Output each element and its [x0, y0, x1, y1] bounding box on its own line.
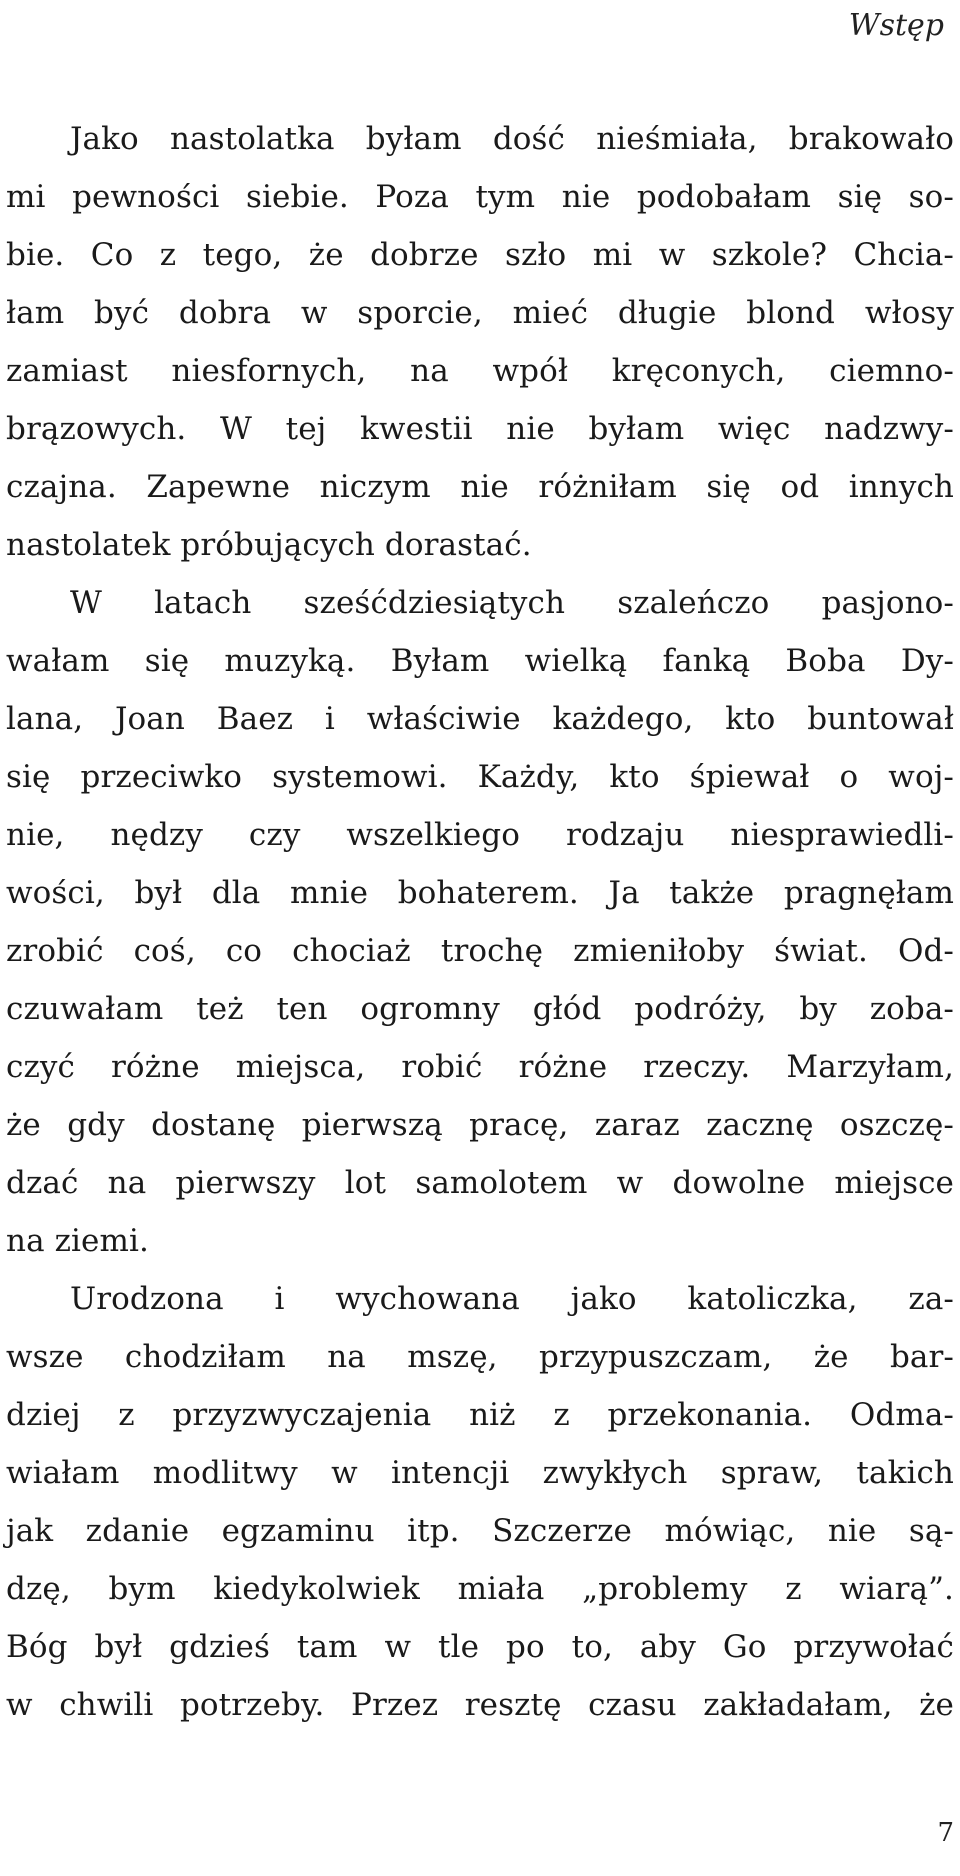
running-header: Wstęp — [848, 8, 944, 43]
text-line: jak zdanie egzaminu itp. Szczerze mówiąc, nie są- — [6, 1513, 954, 1549]
text-line: wiałam modlitwy w intencji zwykłych spraw, takich — [6, 1455, 954, 1491]
text-line: na ziemi. — [6, 1223, 149, 1259]
paragraph-3 — [6, 1270, 954, 1734]
paragraph-1 — [6, 110, 954, 574]
text-line: Bóg był gdzieś tam w tle po to, aby Go przywołać — [6, 1629, 954, 1665]
text-line: zamiast niesfornych, na wpół kręconych, ciemno- — [6, 353, 954, 389]
text-line: nastolatek próbujących dorastać. — [6, 527, 532, 563]
text-line: bie. Co z tego, że dobrze szło mi w szkole? Chcia- — [6, 237, 954, 273]
text-line: czajna. Zapewne niczym nie różniłam się od innych — [6, 469, 954, 505]
paragraph-2 — [6, 574, 954, 1270]
text-line: zrobić coś, co chociaż trochę zmieniłoby świat. Od- — [6, 933, 954, 969]
text-line: czuwałam też ten ogromny głód podróży, by zoba- — [6, 991, 954, 1027]
text-line: nie, nędzy czy wszelkiego rodzaju niesprawiedli- — [6, 817, 954, 853]
text-line: wsze chodziłam na mszę, przypuszczam, że bar- — [6, 1339, 954, 1375]
text-line: w chwili potrzeby. Przez resztę czasu zakładałam, że — [6, 1687, 954, 1723]
text-line: lana, Joan Baez i właściwie każdego, kto buntował — [6, 701, 954, 737]
text-line: wości, był dla mnie bohaterem. Ja także pragnęłam — [6, 875, 954, 911]
text-line: czyć różne miejsca, robić różne rzeczy. Marzyłam, — [6, 1049, 954, 1085]
text-line: Urodzona i wychowana jako katoliczka, za- — [70, 1281, 954, 1317]
text-line: mi pewności siebie. Poza tym nie podobałam się so- — [6, 179, 954, 215]
text-line: dzać na pierwszy lot samolotem w dowolne miejsce — [6, 1165, 954, 1201]
text-line: że gdy dostanę pierwszą pracę, zaraz zacznę oszczę- — [6, 1107, 954, 1143]
text-line: dzę, bym kiedykolwiek miała „problemy z wiarą”. — [6, 1571, 954, 1607]
text-line: wałam się muzyką. Byłam wielką fanką Boba Dy- — [6, 643, 954, 679]
text-line: się przeciwko systemowi. Każdy, kto śpiewał o woj- — [6, 759, 954, 795]
text-line: łam być dobra w sporcie, mieć długie blond włosy — [6, 295, 954, 331]
page-number: 7 — [937, 1818, 954, 1848]
text-line: W latach sześćdziesiątych szaleńczo pasjono- — [70, 585, 954, 621]
text-line: Jako nastolatka byłam dość nieśmiała, brakowało — [70, 121, 954, 157]
body-text — [6, 110, 954, 1734]
text-line: brązowych. W tej kwestii nie byłam więc nadzwy- — [6, 411, 954, 447]
text-line: dziej z przyzwyczajenia niż z przekonania. Odma- — [6, 1397, 954, 1433]
